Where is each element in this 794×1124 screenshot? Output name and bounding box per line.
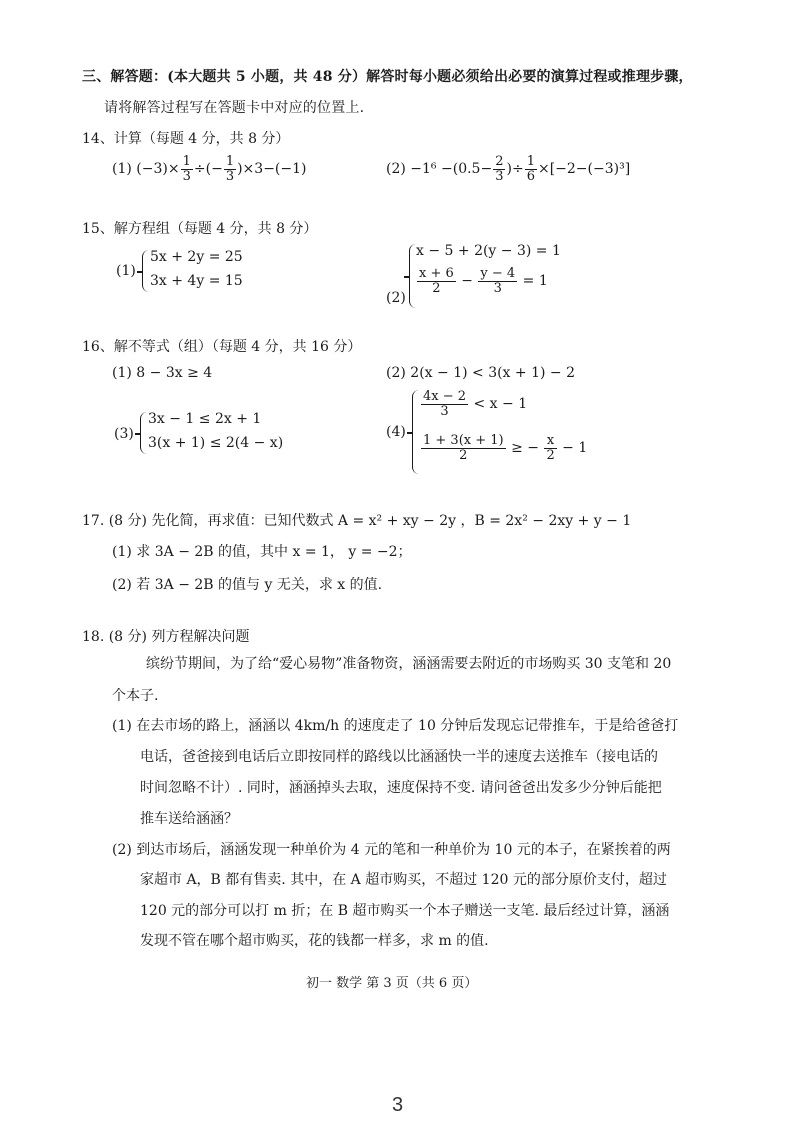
q18-part2-line-1: (2) 到达市场后，涵涵发现一种单价为 4 元的笔和一种单价为 10 元的本子，在紧挨着的两 xyxy=(112,842,671,858)
q18-intro-line-2: 个本子. xyxy=(112,688,159,704)
q18-part2-line-4: 发现不管在哪个超市购买，花的钱都一样多，求 m 的值. xyxy=(140,933,489,949)
q15-part2-number: (2) xyxy=(386,290,406,306)
q17-label: 17. (8 分) 先化简，再求值：已知代数式 A = x² + xy − 2y ，B = 2x² − 2xy + y − 1 xyxy=(82,513,632,529)
q15-part2-fraction-2: $\frac{y - 4}{3}$ xyxy=(480,266,516,296)
page-footer: 初一 数学 第 3 页（共 6 页） xyxy=(306,976,478,991)
q14-part2-fraction-1: $\frac{2}{3}$ xyxy=(495,153,504,184)
q17-part1: (1) 求 3A − 2B 的值，其中 x = 1， y = −2； xyxy=(112,544,412,560)
q16-part2-expression: 2(x − 1) < 3(x + 1) − 2 xyxy=(410,365,575,381)
q15-part1-brace xyxy=(142,250,149,292)
q17-part2: (2) 若 3A − 2B 的值与 y 无关，求 x 的值. xyxy=(112,577,383,593)
section-subtitle: 请将解答过程写在答题卡中对应的位置上. xyxy=(104,100,365,116)
q15-part1-equation-1: 5x + 2y = 25 xyxy=(150,249,243,265)
q18-part2-line-2: 家超市 A，B 都有售卖. 其中，在 A 超市购买，不超过 120 元的部分原价支付，超过 xyxy=(140,872,667,888)
q16-part2 xyxy=(386,365,575,381)
q18-intro-line-1: 缤纷节期间，为了给“爱心易物”准备物资，涵涵需要去附近的市场购买 30 支笔和 20 xyxy=(146,656,672,672)
q15-label: 15、解方程组（每题 4 分，共 8 分） xyxy=(82,221,318,237)
section-title: 三、解答题：(本大题共 5 小题，共 48 分）解答时每小题必须给出必要的演算过程或推理步骤， xyxy=(82,69,693,85)
q16-part4-rhs-1: < x − 1 xyxy=(473,396,528,413)
q18-part1-line-1: (1) 在去市场的路上，涵涵以 4km/h 的速度走了 10 分钟后发现忘记带推车，于是给爸爸打 xyxy=(112,718,679,734)
q14-part1 xyxy=(112,152,307,186)
q14-part1-fraction-1: $\frac{1}{3}$ xyxy=(182,153,191,184)
q16-part3-inequality-1: 3x − 1 ≤ 2x + 1 xyxy=(148,411,262,427)
q18-label: 18. (8 分) 列方程解决问题 xyxy=(82,629,250,645)
q14-part2-term-d: ×[−2−(−3)³] xyxy=(537,161,631,177)
q15-part2-minus: − xyxy=(461,273,473,290)
q16-part4-tail: − 1 xyxy=(562,440,588,457)
q14-part1-term-d: )×3−(−1) xyxy=(237,161,307,177)
q16-part3-number: (3) xyxy=(114,426,134,442)
q15-part2-equation-2 xyxy=(416,267,548,295)
q14-label: 14、计算（每题 4 分，共 8 分） xyxy=(82,131,290,147)
q14-part2-number: (2) xyxy=(386,161,406,177)
q14-part1-fraction-2: $\frac{1}{3}$ xyxy=(225,153,235,184)
q16-part4-number: (4) xyxy=(386,424,406,440)
q18-part1-line-4: 推车送给涵涵？ xyxy=(140,811,238,827)
q16-part3-brace xyxy=(140,412,147,454)
q15-part2-equation-1: x − 5 + 2(y − 3) = 1 xyxy=(416,243,561,259)
q16-part4-brace xyxy=(412,390,419,474)
q16-part4-fraction-1: $\frac{4x - 2}{3}$ xyxy=(423,389,467,419)
q14-part1-number: (1) xyxy=(112,161,132,177)
q14-part2-fraction-2: $\frac{1}{6}$ xyxy=(526,153,535,184)
q18-part2-line-3: 120 元的部分可以打 m 折；在 B 超市购买一个本子赠送一支笔. 最后经过计算，涵涵 xyxy=(140,903,670,919)
q14-part2-term-b: (0.5− xyxy=(452,161,493,177)
q15-part2-fraction-1: $\frac{x + 6}{2}$ xyxy=(419,266,454,296)
q16-part4-geq: ≥ − xyxy=(511,440,539,457)
q14-part1-term-c: (− xyxy=(205,161,223,177)
q15-part1-equation-2: 3x + 4y = 15 xyxy=(150,273,243,289)
q14-part2-term-c: )÷ xyxy=(506,161,524,177)
q16-part1-number: (1) xyxy=(112,365,132,381)
q16-part4-inequality-1 xyxy=(420,390,527,418)
q16-part4-inequality-2 xyxy=(420,434,587,462)
q15-part2-brace xyxy=(409,244,416,308)
q14-part2-term-a: −1⁶ − xyxy=(410,161,453,177)
q16-label: 16、解不等式（组）（每题 4 分，共 16 分） xyxy=(82,339,362,355)
page-number: 3 xyxy=(392,1094,404,1116)
q16-part4-fraction-2: $\frac{1 + 3(x + 1)}{2}$ xyxy=(423,433,504,463)
q15-part1-number: (1) xyxy=(116,263,136,279)
q16-part4-fraction-3: $\frac{x}{2}$ xyxy=(546,433,555,463)
q16-part1-expression: 8 − 3x ≥ 4 xyxy=(136,365,213,381)
q14-part1-term-b: ÷ xyxy=(193,161,206,177)
q15-part2-rhs: = 1 xyxy=(522,273,548,290)
q16-part1 xyxy=(112,365,212,381)
q18-part1-line-3: 时间忽略不计）. 同时，涵涵掉头去取，速度保持不变. 请问爸爸出发多少分钟后能把 xyxy=(140,780,662,796)
q14-part1-term-a: (−3)× xyxy=(136,161,180,177)
q14-part2 xyxy=(386,152,630,186)
q18-part1-line-2: 电话，爸爸接到电话后立即按同样的路线以比涵涵快一半的速度去送推车（接电话的 xyxy=(140,749,658,765)
q16-part3-inequality-2: 3(x + 1) ≤ 2(4 − x) xyxy=(148,435,284,451)
q16-part2-number: (2) xyxy=(386,365,406,381)
